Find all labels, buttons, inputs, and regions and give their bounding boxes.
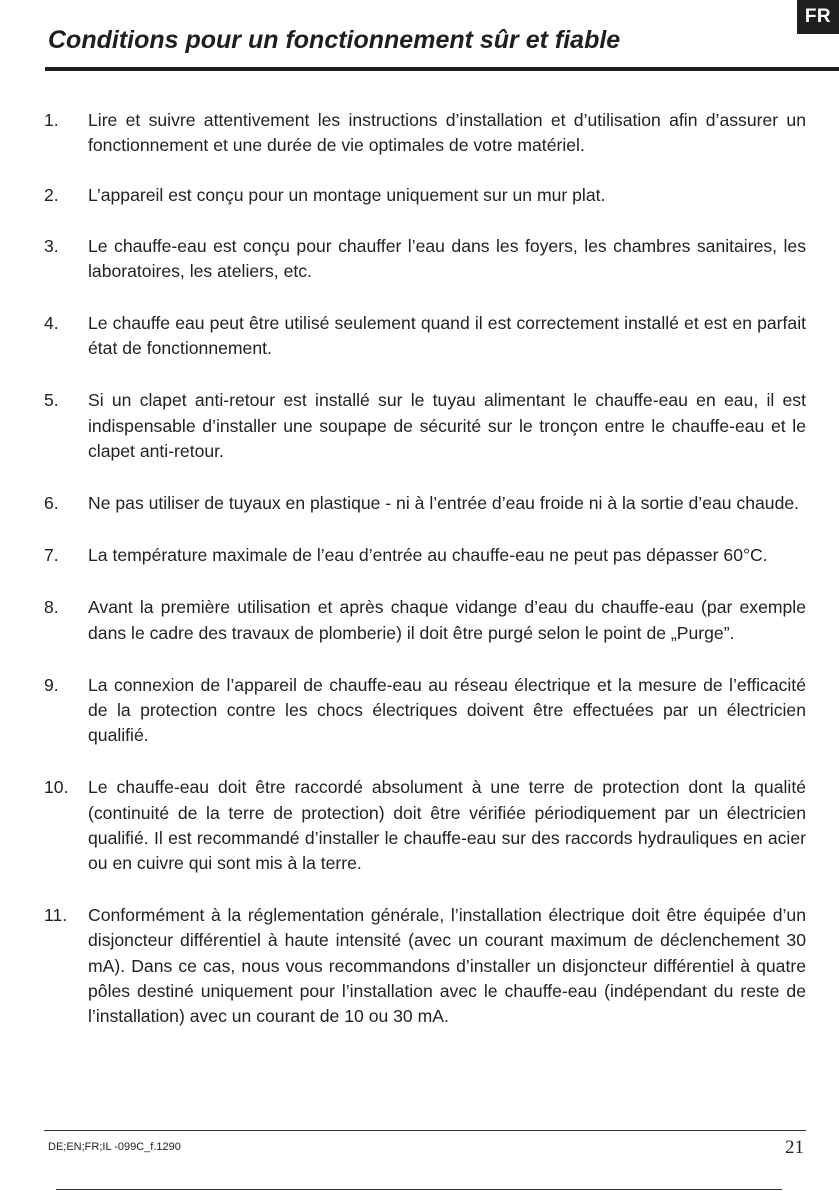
condition-item (44, 595, 806, 645)
language-badge: FR (797, 0, 839, 34)
item-number: 2. (44, 185, 59, 206)
page-bottom-rule (56, 1189, 782, 1190)
item-number: 11. (44, 905, 68, 926)
condition-item (44, 491, 806, 516)
item-text: Lire et suivre attentivement les instructions d’installation et d’utilisation afin d’assurer un fonctionnement et une durée de vie optimales de votre matériel. (88, 110, 806, 156)
item-text: La température maximale de l’eau d’entrée au chauffe-eau ne peut pas dépasser 60°C. (88, 545, 768, 566)
condition-item (44, 183, 806, 208)
condition-item (44, 108, 806, 158)
item-text: Si un clapet anti-retour est installé sur le tuyau alimentant le chauffe-eau en eau, il est indispensable d’installer une soupape de sécurité sur le tronçon entre le chauffe-eau et le clapet anti-retour. (88, 390, 806, 461)
item-text: Conformément à la réglementation générale, l’installation électrique doit être équipée d’un disjoncteur différentiel à haute intensité (avec un courant maximum de déclenchement 30 mA). Dans ce cas, nous vous recommandons d’installer un disjoncteur différentiel à quatre pôles destiné uniquement pour l’installation avec le chauffe-eau (indépendant du reste de l’installation) avec un courant de 10 ou 30 mA. (88, 905, 806, 1027)
item-text: Le chauffe eau peut être utilisé seulement quand il est correctement installé et est en parfait état de fonctionnement. (88, 313, 806, 359)
item-number: 10. (44, 777, 69, 798)
item-text: Le chauffe-eau doit être raccordé absolument à une terre de protection dont la qualité (continuité de la terre de protection) doit être vérifiée périodiquement par un électricien qualifié. Il est recommandé d’installer le chauffe-eau sur des raccords hydrauliques en acier ou en cuivre qui sont mis à la terre. (88, 777, 806, 874)
condition-item (44, 234, 806, 284)
title-divider (45, 67, 839, 71)
footer-divider (44, 1130, 806, 1131)
item-number: 6. (44, 493, 59, 514)
condition-item (44, 903, 806, 1029)
condition-item (44, 311, 806, 361)
item-number: 8. (44, 597, 59, 618)
item-number: 9. (44, 674, 59, 695)
condition-item (44, 543, 806, 568)
condition-item (44, 775, 806, 876)
item-number: 7. (44, 545, 59, 566)
item-text: La connexion de l’appareil de chauffe-eau au réseau électrique et la mesure de l’efficacité de la protection contre les chocs électriques doivent être effectuées par un électricien qualifié. (88, 674, 806, 746)
page-title: Conditions pour un fonctionnement sûr et fiable (48, 26, 621, 54)
condition-item (44, 673, 806, 749)
item-text: L’appareil est conçu pour un montage uniquement sur un mur plat. (88, 185, 606, 206)
item-text: Ne pas utiliser de tuyaux en plastique - ni à l’entrée d’eau froide ni à la sortie d’eau chaude. (88, 493, 800, 514)
item-number: 3. (44, 235, 59, 256)
conditions-list (44, 108, 806, 1029)
document-code: DE;EN;FR;IL -099C_f.1290 (48, 1141, 181, 1153)
item-text: Avant la première utilisation et après chaque vidange d’eau du chauffe-eau (par exemple dans le cadre des travaux de plomberie) il doit être purgé selon le point de „Purge”. (88, 597, 806, 643)
item-number: 1. (44, 110, 59, 130)
condition-item (44, 388, 806, 464)
item-text: Le chauffe-eau est conçu pour chauffer l’eau dans les foyers, les chambres sanitaires, les laboratoires, les ateliers, etc. (88, 235, 806, 281)
item-number: 5. (44, 390, 59, 411)
item-number: 4. (44, 313, 59, 334)
page-number: 21 (785, 1137, 804, 1158)
